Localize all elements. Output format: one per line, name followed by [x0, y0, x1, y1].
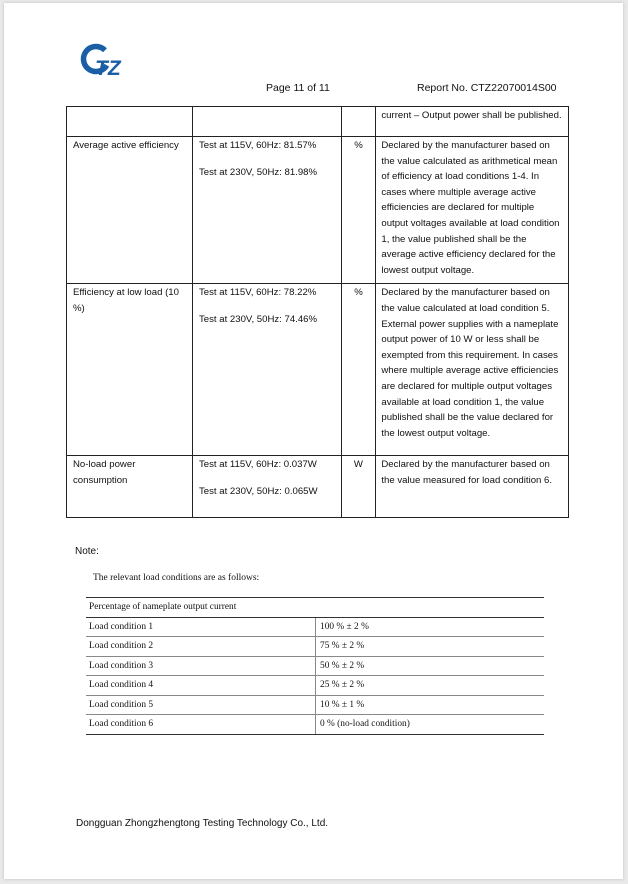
load-conditions-table	[86, 597, 544, 735]
page-number: Page 11 of 11	[266, 82, 330, 94]
test-result: Test at 230V, 50Hz: 74.46%	[199, 313, 318, 325]
test-result-cell	[193, 284, 342, 456]
load-table-header: Percentage of nameplate output current	[86, 598, 544, 618]
load-condition-value: 25 % ± 2 %	[316, 676, 545, 696]
test-result-cell	[193, 137, 342, 284]
table-row	[86, 637, 544, 657]
load-condition-name: Load condition 2	[86, 637, 316, 657]
load-condition-value: 100 % ± 2 %	[316, 617, 545, 637]
load-condition-name: Load condition 4	[86, 676, 316, 696]
description-cell: Declared by the manufacturer based on the value measured for load condition 6.	[376, 456, 569, 518]
note-intro: The relevant load conditions are as follows:	[93, 573, 260, 583]
table-header-row	[86, 598, 544, 618]
table-row	[67, 137, 569, 284]
footer-company: Dongguan Zhongzhengtong Testing Technology Co., Ltd.	[76, 818, 329, 829]
unit-cell: %	[341, 137, 376, 284]
table-row	[86, 656, 544, 676]
test-result: Test at 115V, 60Hz: 0.037W	[199, 459, 317, 471]
unit-cell: %	[341, 284, 376, 456]
test-result: Test at 115V, 60Hz: 78.22%	[199, 287, 317, 299]
unit-cell: W	[341, 456, 376, 518]
load-condition-value: 10 % ± 1 %	[316, 695, 545, 715]
test-result: Test at 230V, 50Hz: 81.98%	[199, 166, 318, 178]
parameter-cell: Average active efficiency	[67, 137, 193, 284]
requirements-table	[66, 106, 569, 518]
parameter-cell: Efficiency at low load (10 %)	[67, 284, 193, 456]
load-condition-value: 75 % ± 2 %	[316, 637, 545, 657]
load-condition-name: Load condition 5	[86, 695, 316, 715]
load-condition-name: Load condition 6	[86, 715, 316, 735]
table-row	[67, 456, 569, 518]
description-cell: current – Output power shall be published.	[376, 107, 569, 137]
test-result: Test at 230V, 50Hz: 0.065W	[199, 485, 318, 497]
table-row	[67, 284, 569, 456]
table-row	[86, 617, 544, 637]
note-label: Note:	[75, 546, 99, 557]
company-logo	[77, 42, 135, 82]
description-cell: Declared by the manufacturer based on the value calculated as arithmetical mean of efficiency at load conditions 1-4. In cases where multiple average active efficiencies are declared for multiple output voltages available at load condition 1, the value published shall be the average active efficiency declared for the lowest output voltage.	[376, 137, 569, 284]
load-condition-value: 0 % (no-load condition)	[316, 715, 545, 735]
load-condition-value: 50 % ± 2 %	[316, 656, 545, 676]
test-result: Test at 115V, 60Hz: 81.57%	[199, 140, 317, 151]
table-row	[67, 107, 569, 137]
table-row	[86, 715, 544, 735]
test-result-cell	[193, 456, 342, 518]
report-number: Report No. CTZ22070014S00	[417, 82, 557, 94]
table-row	[86, 676, 544, 696]
load-condition-name: Load condition 3	[86, 656, 316, 676]
parameter-cell: No-load power consumption	[67, 456, 193, 518]
report-page	[4, 3, 623, 879]
svg-text:TZ: TZ	[95, 57, 121, 80]
table-row	[86, 695, 544, 715]
load-condition-name: Load condition 1	[86, 617, 316, 637]
description-cell: Declared by the manufacturer based on the value calculated at load condition 5. External power supplies with a nameplate output power of 10 W or less shall be exempted from this requirement. In cases where multiple average active efficiencies are declared for multiple output voltages available at load condition 1, the value published shall be the value declared for the lowest output voltage.	[376, 284, 569, 456]
